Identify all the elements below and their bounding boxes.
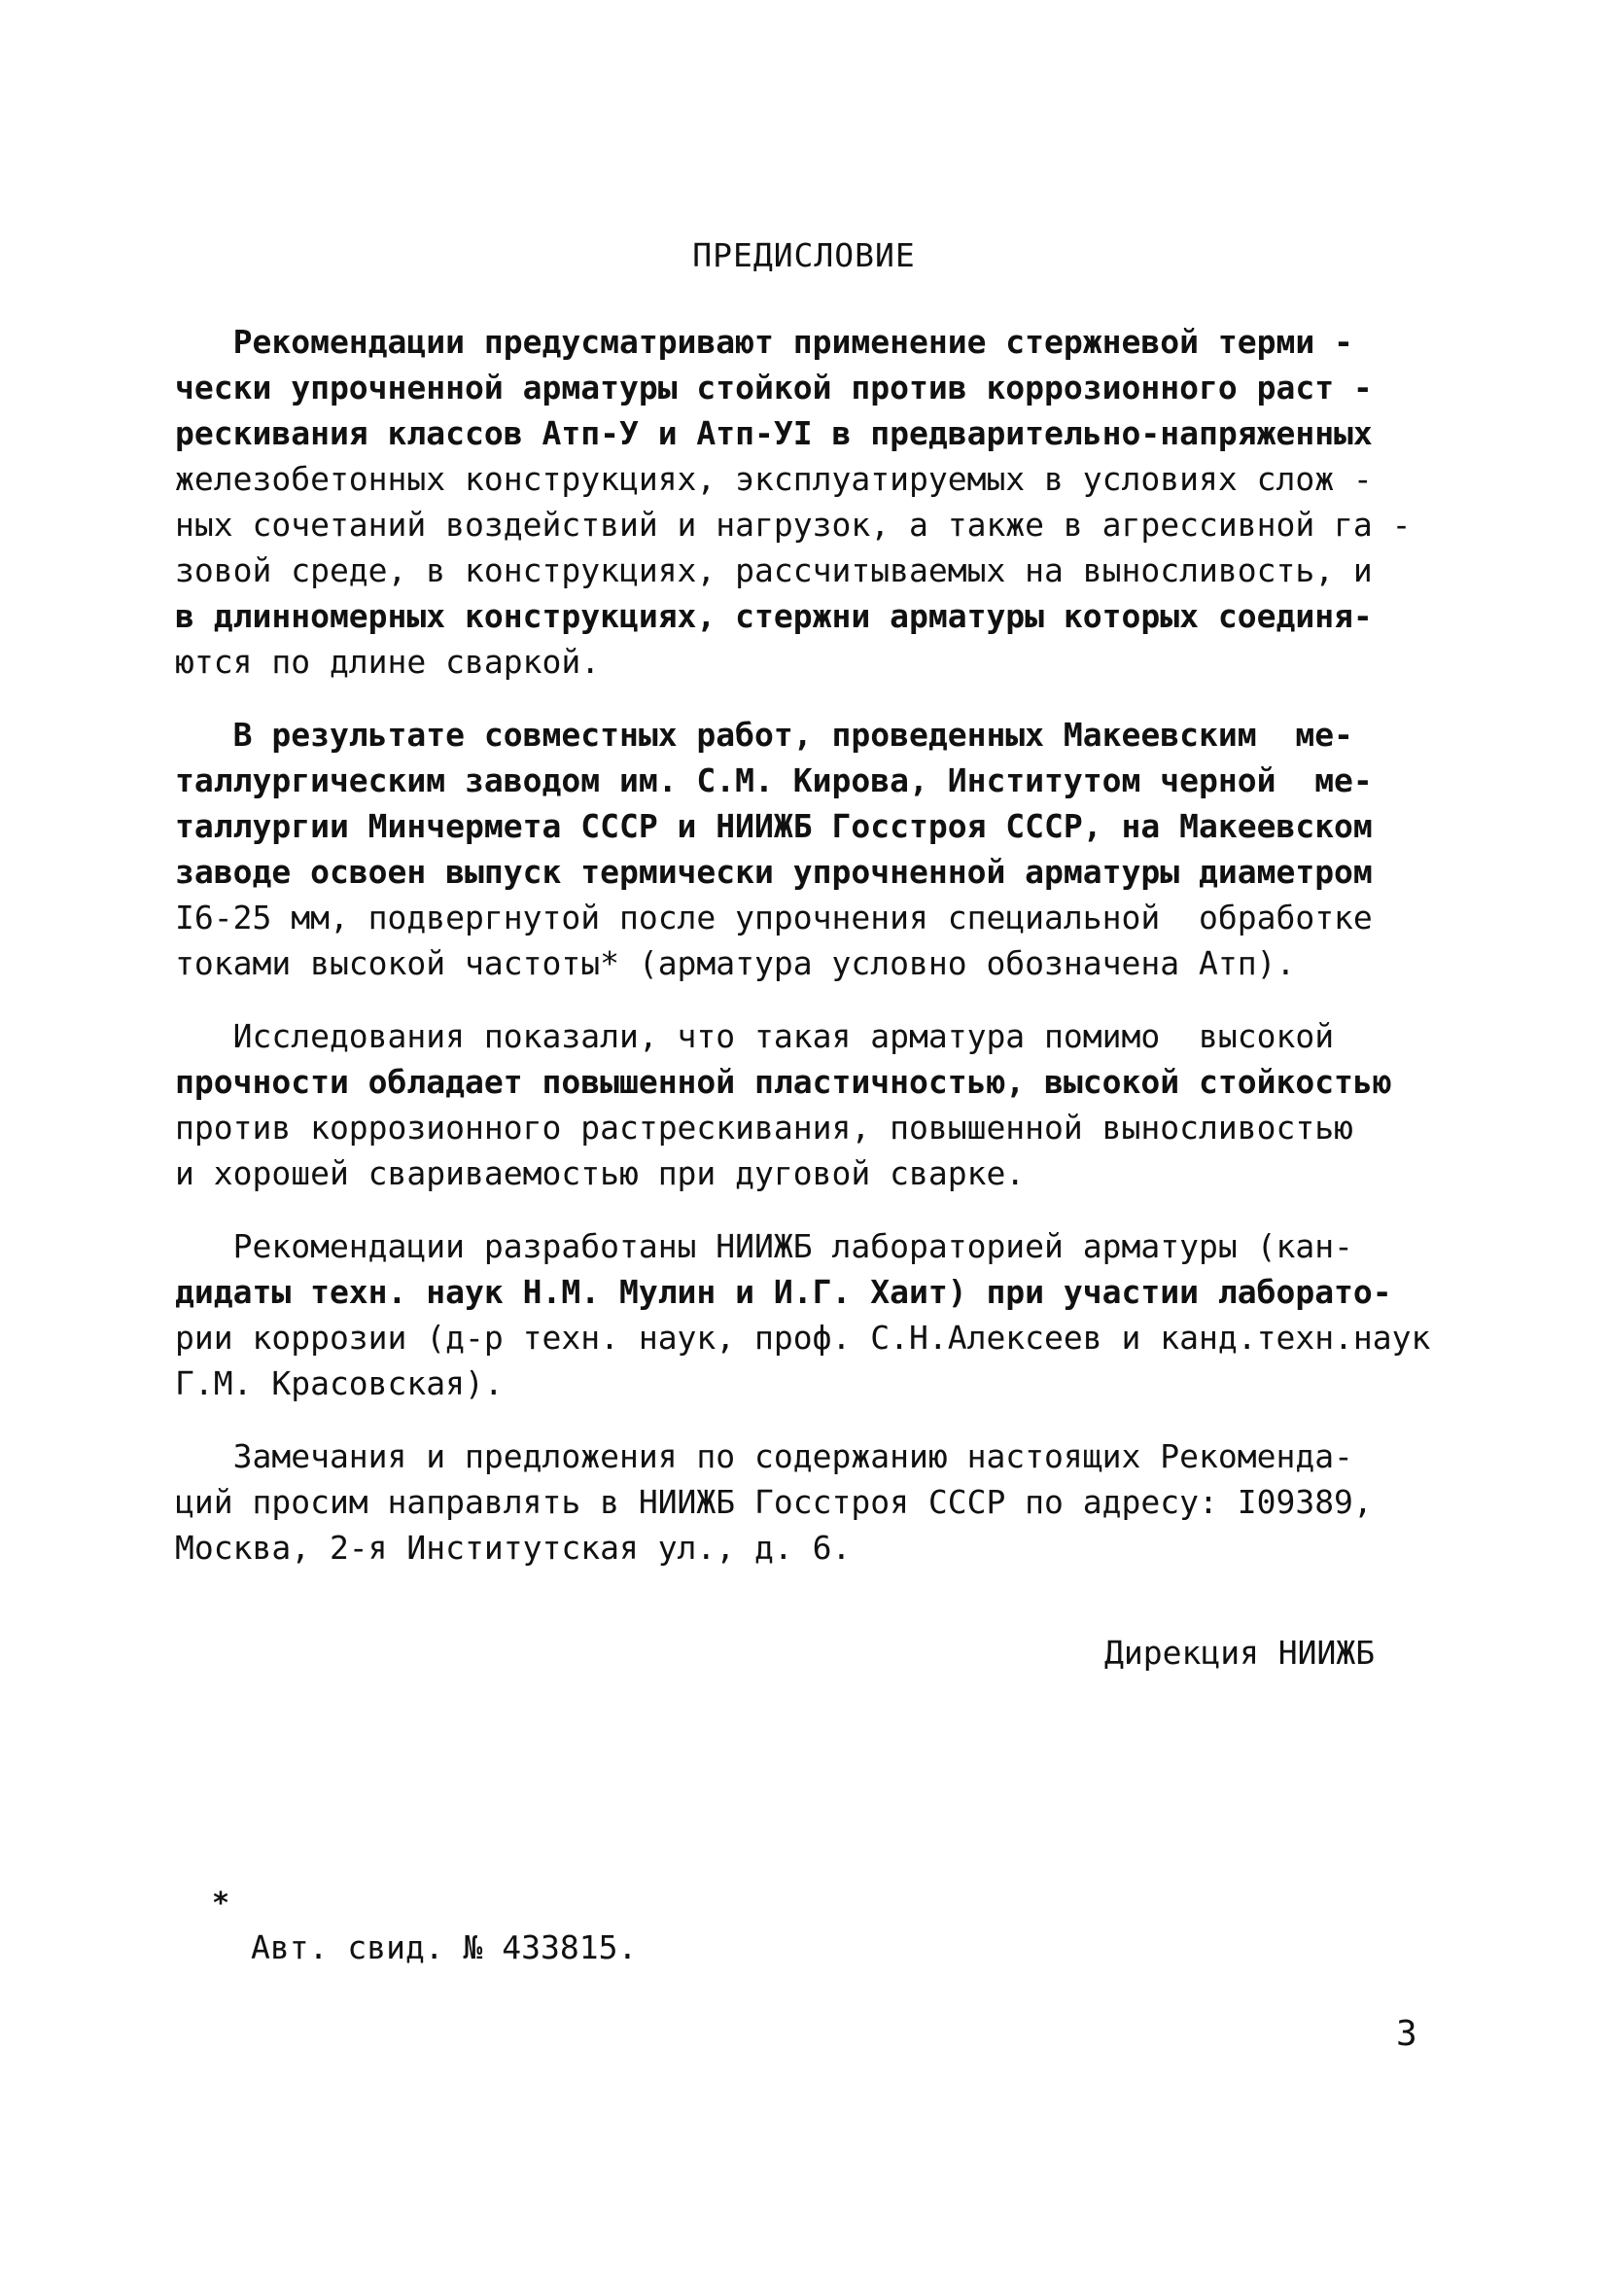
signature: Дирекция НИИЖБ — [1104, 1634, 1376, 1672]
paragraph-1-line-5: ных сочетаний воздействий и нагрузок, а также в агрессивной га - — [175, 506, 1412, 544]
paragraph-1-line-2: чески упрочненной арматуры стойкой против коррозионного раст - — [175, 369, 1373, 406]
paragraph-5-line-1: Замечания и предложения по содержанию настоящих Рекоменда- — [175, 1437, 1353, 1475]
paragraph-2-line-5: I6-25 мм, подвергнутой после упрочнения специальной обработке — [175, 899, 1373, 936]
paragraph-5-line-2: ций просим направлять в НИИЖБ Госстроя СССР по адресу: I09389, — [175, 1483, 1373, 1521]
paragraph-3-line-4: и хорошей свариваемостью при дуговой сварке. — [175, 1154, 1026, 1192]
paragraph-4-line-4: Г.М. Красовская). — [175, 1364, 504, 1402]
paragraph-2-line-4: заводе освоен выпуск термически упрочненной арматуры диаметром — [175, 853, 1373, 891]
paragraph-1-line-7: в длинномерных конструкциях, стержни арматуры которых соединя- — [175, 597, 1373, 635]
paragraph-2-line-6: токами высокой частоты* (арматура условно обозначена Атп). — [175, 944, 1296, 982]
paragraph-3-line-1: Исследования показали, что такая арматура помимо высокой — [175, 1017, 1335, 1055]
paragraph-2-line-2: таллургическим заводом им. С.М. Кирова, Институтом черной ме- — [175, 761, 1373, 799]
page-title: ПРЕДИСЛОВИЕ — [692, 236, 916, 274]
footnote-mark: * — [212, 1887, 230, 1921]
paragraph-4-line-1: Рекомендации разработаны НИИЖБ лабораторией арматуры (кан- — [175, 1227, 1353, 1265]
page-number: 3 — [1396, 2014, 1417, 2054]
footnote-text: Авт. свид. № 433815. — [251, 1928, 638, 1966]
paragraph-5-line-3: Москва, 2-я Институтская ул., д. 6. — [175, 1529, 852, 1567]
paragraph-2-line-3: таллургии Минчермета СССР и НИИЖБ Госстроя СССР, на Макеевском — [175, 807, 1373, 845]
paragraph-1-line-6: зовой среде, в конструкциях, рассчитываемых на выносливость, и — [175, 551, 1373, 589]
paragraph-1-line-1: Рекомендации предусматривают применение стержневой терми - — [175, 323, 1353, 361]
paragraph-2-line-1: В результате совместных работ, проведенных Макеевским ме- — [175, 716, 1353, 754]
paragraph-3-line-2: прочности обладает повышенной пластичностью, высокой стойкостью — [175, 1063, 1392, 1101]
paragraph-1-line-8: ются по длине сваркой. — [175, 643, 601, 681]
paragraph-3-line-3: против коррозионного растрескивания, повышенной выносливостью — [175, 1109, 1353, 1147]
paragraph-4-line-3: рии коррозии (д-р техн. наук, проф. С.Н.Алексеев и канд.техн.наук — [175, 1319, 1431, 1357]
paragraph-4-line-2: дидаты техн. наук Н.М. Мулин и И.Г. Хаит) при участии лаборато- — [175, 1273, 1392, 1311]
paragraph-1-line-4: железобетонных конструкциях, эксплуатируемых в условиях слож - — [175, 460, 1373, 498]
paragraph-1-line-3: рескивания классов Атп-У и Атп-УI в предварительно-напряженных — [175, 414, 1373, 452]
